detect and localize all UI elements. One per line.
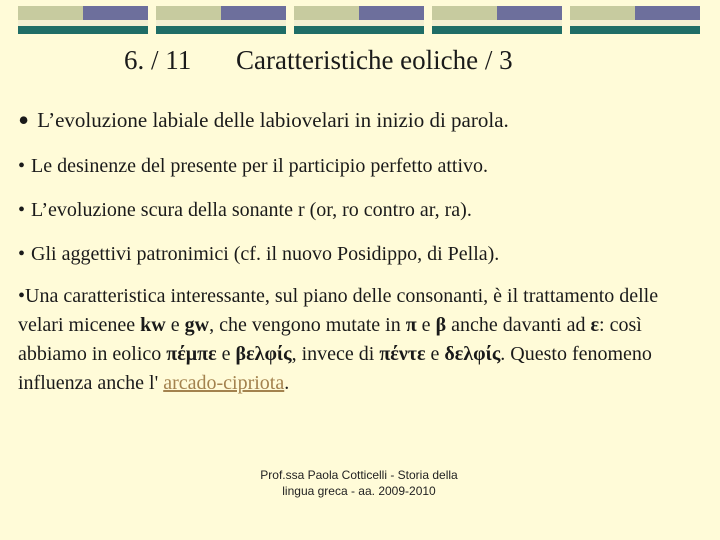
banner-stripe — [570, 26, 700, 34]
paragraph-text: e — [425, 343, 445, 365]
bold-term: gw — [184, 314, 210, 336]
bullet-item — [18, 152, 488, 180]
bullet-item — [18, 196, 472, 224]
banner-block — [570, 6, 700, 34]
banner-stripe — [18, 26, 148, 34]
paragraph-text: e — [165, 314, 185, 336]
banner-stripe — [570, 6, 635, 20]
bullet-item — [18, 240, 499, 268]
bullet-dot: • — [18, 243, 26, 265]
slide-number: 6. / 11 — [124, 45, 192, 75]
paragraph-text: e — [416, 314, 436, 336]
paragraph-text: e — [216, 343, 236, 365]
banner-stripe — [18, 6, 83, 20]
banner-stripe — [635, 6, 700, 20]
greek-term: π — [405, 314, 417, 336]
banner-stripe — [156, 6, 221, 20]
greek-term: ε — [590, 314, 600, 336]
slide-title — [0, 40, 720, 80]
bullet-dot: • — [18, 199, 26, 221]
paragraph-text: . Questo fenomeno influenza anche l' — [18, 343, 652, 394]
greek-term: πέντε — [379, 343, 426, 365]
slide-footer: Prof.ssa Paola Cotticelli - Storia della lingua greca - aa. 2009-2010 — [260, 468, 458, 498]
banner-block — [432, 6, 562, 34]
banner-stripe — [294, 26, 424, 34]
paragraph-text: . — [284, 372, 290, 394]
bold-term: kw — [140, 314, 166, 336]
banner-stripe — [432, 26, 562, 34]
bullet-dot: • — [18, 155, 26, 177]
banner-stripe — [432, 6, 497, 20]
consonant-paragraph — [18, 282, 698, 398]
greek-term: πέμπε — [166, 343, 217, 365]
arcado-cipriota-link[interactable]: arcado-cipriota — [163, 372, 285, 394]
bullet-dot: • — [18, 102, 30, 138]
bullet-text: L’evoluzione scura della sonante r (or, ro contro ar, ra). — [31, 199, 472, 221]
paragraph-text: , invece di — [291, 343, 380, 365]
paragraph-text: anche davanti ad — [446, 314, 591, 336]
bullet-text: Le desinenze del presente per il participio perfetto attivo. — [31, 155, 489, 177]
banner-stripe — [156, 26, 286, 34]
bullet-item — [18, 102, 509, 138]
slide-heading: Caratteristiche eoliche / 3 — [236, 45, 513, 75]
bullet-dot: • — [18, 285, 26, 307]
banner-block — [294, 6, 424, 34]
banner-stripe — [294, 6, 359, 20]
greek-term: δελφίς — [444, 343, 501, 365]
banner-stripe — [83, 6, 148, 20]
greek-term: βελφίς — [235, 343, 292, 365]
paragraph-text: , che vengono mutate in — [209, 314, 406, 336]
banner-block — [18, 6, 148, 34]
bullet-text: L’evoluzione labiale delle labiovelari in inizio di parola. — [37, 108, 509, 132]
decorative-banner — [0, 6, 720, 34]
paragraph-text: : così abbiamo in eolico — [18, 314, 642, 365]
bullet-text: Gli aggettivi patronimici (cf. il nuovo Posidippo, di Pella). — [31, 243, 500, 265]
greek-term: β — [435, 314, 447, 336]
paragraph-text: Una caratteristica interessante, sul piano delle consonanti, è il trattamento delle velari micenee — [18, 285, 659, 336]
banner-stripe — [359, 6, 424, 20]
banner-stripe — [497, 6, 562, 20]
banner-stripe — [221, 6, 286, 20]
banner-block — [156, 6, 286, 34]
